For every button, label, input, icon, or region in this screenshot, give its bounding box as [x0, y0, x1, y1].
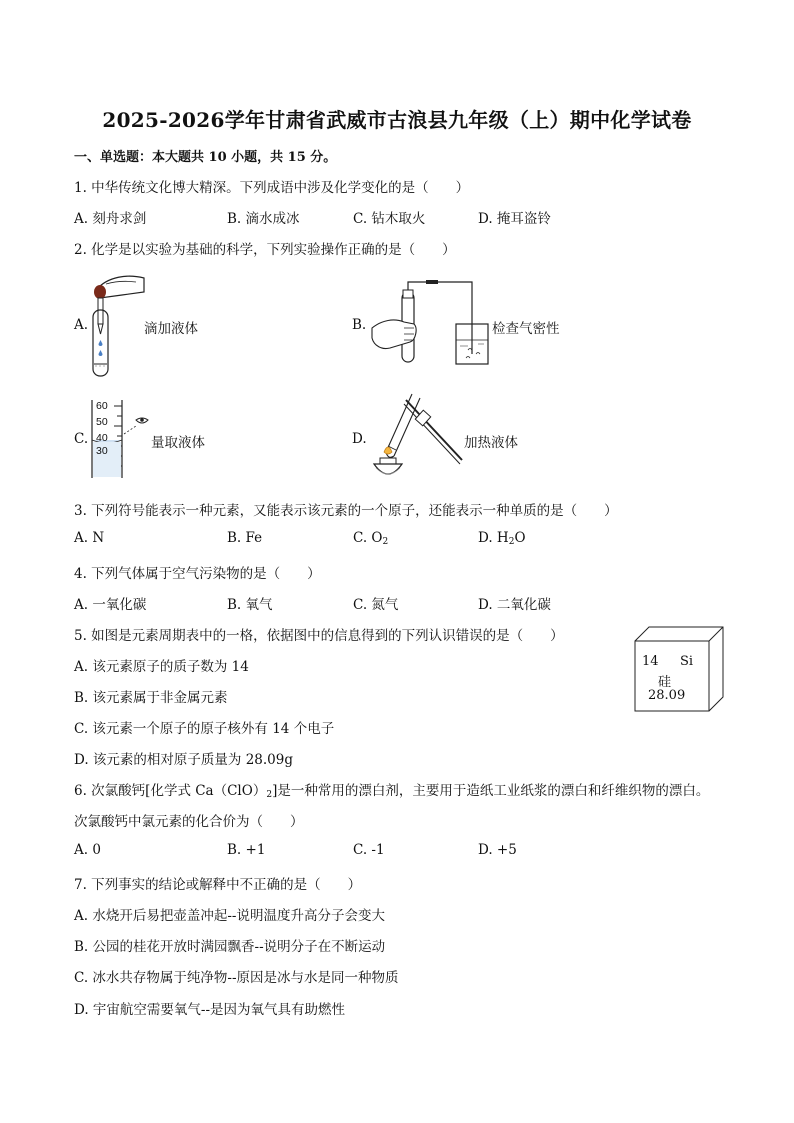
q1-option-b: B. 滴水成冰: [227, 211, 300, 227]
element-atomic-number: 14: [642, 654, 659, 669]
dropper-illustration: [86, 268, 148, 380]
q5-option-c: C. 该元素一个原子的原子核外有 14 个电子: [74, 721, 335, 737]
q7-option-b: B. 公园的桂花开放时满园飘香--说明分子在不断运动: [74, 939, 386, 955]
q2-option-a-letter: A.: [74, 317, 89, 333]
cylinder-tick-40: 40: [96, 432, 108, 444]
q5-stem: 5. 如图是元素周期表中的一格，依据图中的信息得到的下列认识错误的是（ ）: [74, 628, 564, 644]
cylinder-tick-60: 60: [96, 400, 108, 412]
q7-option-a: A. 水烧开后易把壶盖冲起--说明温度升高分子会变大: [74, 908, 385, 924]
q2-option-c-letter: C.: [74, 431, 89, 447]
cylinder-tick-30: 30: [96, 445, 108, 457]
q1-option-d: D. 掩耳盗铃: [478, 211, 551, 227]
q6-stem: [74, 779, 709, 800]
q7-option-c: C. 冰水共存物属于纯净物--原因是冰与水是同一种物质: [74, 970, 399, 986]
heating-liquid-illustration: [366, 392, 466, 484]
q2-option-b-letter: B.: [352, 317, 367, 333]
q2-option-b-label: 检查气密性: [492, 321, 560, 337]
q1-stem: 1. 中华传统文化博大精深。下列成语中涉及化学变化的是（ ）: [74, 180, 470, 196]
q5-option-a: A. 该元素原子的质子数为 14: [74, 659, 249, 675]
q3-option-b: B. Fe: [227, 530, 263, 546]
q6-option-b: B. +1: [227, 842, 266, 858]
q3-stem: 3. 下列符号能表示一种元素，又能表示该元素的一个原子，还能表示一种单质的是（ ）: [74, 503, 618, 519]
q3-option-d-subscript: 2: [508, 537, 515, 547]
q6-stem-post: ]是一种常用的漂白剂，主要用于造纸工业纸浆的漂白和纤维织物的漂白。: [272, 783, 710, 799]
q2-stem: 2. 化学是以实验为基础的科学，下列实验操作正确的是（ ）: [74, 242, 456, 258]
q3-option-d-main: D. H: [478, 530, 509, 546]
q3-option-c: [353, 530, 388, 547]
q3-option-c-subscript: 2: [382, 537, 389, 547]
cylinder-tick-50: 50: [96, 416, 108, 428]
q2-option-d-letter: D.: [352, 431, 367, 447]
element-name: 硅: [658, 675, 672, 690]
q5-option-b: B. 该元素属于非金属元素: [74, 690, 228, 706]
q6-option-d: D. +5: [478, 842, 517, 858]
section-heading: 一、单选题：本大题共 10 小题，共 15 分。: [74, 150, 337, 165]
q1-option-a: A. 刻舟求剑: [74, 211, 147, 227]
element-symbol: Si: [680, 654, 694, 669]
q2-option-a-label: 滴加液体: [144, 321, 198, 337]
q4-option-b: B. 氧气: [227, 597, 273, 613]
element-atomic-mass: 28.09: [648, 688, 686, 703]
q1-option-c: C. 钻木取火: [353, 211, 426, 227]
q6-stem-line2: 次氯酸钙中氯元素的化合价为（ ）: [74, 814, 304, 830]
q3-option-d-tail: O: [514, 530, 526, 546]
graduated-cylinder-illustration: [90, 398, 150, 480]
q6-stem-pre: 6. 次氯酸钙[化学式 Ca（ClO）: [74, 783, 267, 799]
q5-option-d: D. 该元素的相对原子质量为 28.09g: [74, 752, 294, 768]
q7-option-d: D. 宇宙航空需要氧气--是因为氧气具有助燃性: [74, 1002, 346, 1018]
q2-option-c-label: 量取液体: [151, 435, 205, 451]
q6-stem-subscript: 2: [266, 790, 273, 800]
q3-option-d: [478, 530, 526, 547]
q3-option-c-main: C. O: [353, 530, 383, 546]
q4-stem: 4. 下列气体属于空气污染物的是（ ）: [74, 566, 321, 582]
airtightness-illustration: [368, 278, 492, 370]
exam-title: 2025-2026学年甘肃省武威市古浪县九年级（上）期中化学试卷: [102, 108, 692, 132]
q4-option-a: A. 一氧化碳: [74, 597, 147, 613]
q2-option-d-label: 加热液体: [464, 435, 518, 451]
q7-stem: 7. 下列事实的结论或解释中不正确的是（ ）: [74, 877, 362, 893]
q3-option-a: A. N: [74, 530, 105, 546]
q4-option-d: D. 二氧化碳: [478, 597, 551, 613]
q6-option-a: A. 0: [74, 842, 101, 858]
q4-option-c: C. 氮气: [353, 597, 399, 613]
q6-option-c: C. -1: [353, 842, 385, 858]
